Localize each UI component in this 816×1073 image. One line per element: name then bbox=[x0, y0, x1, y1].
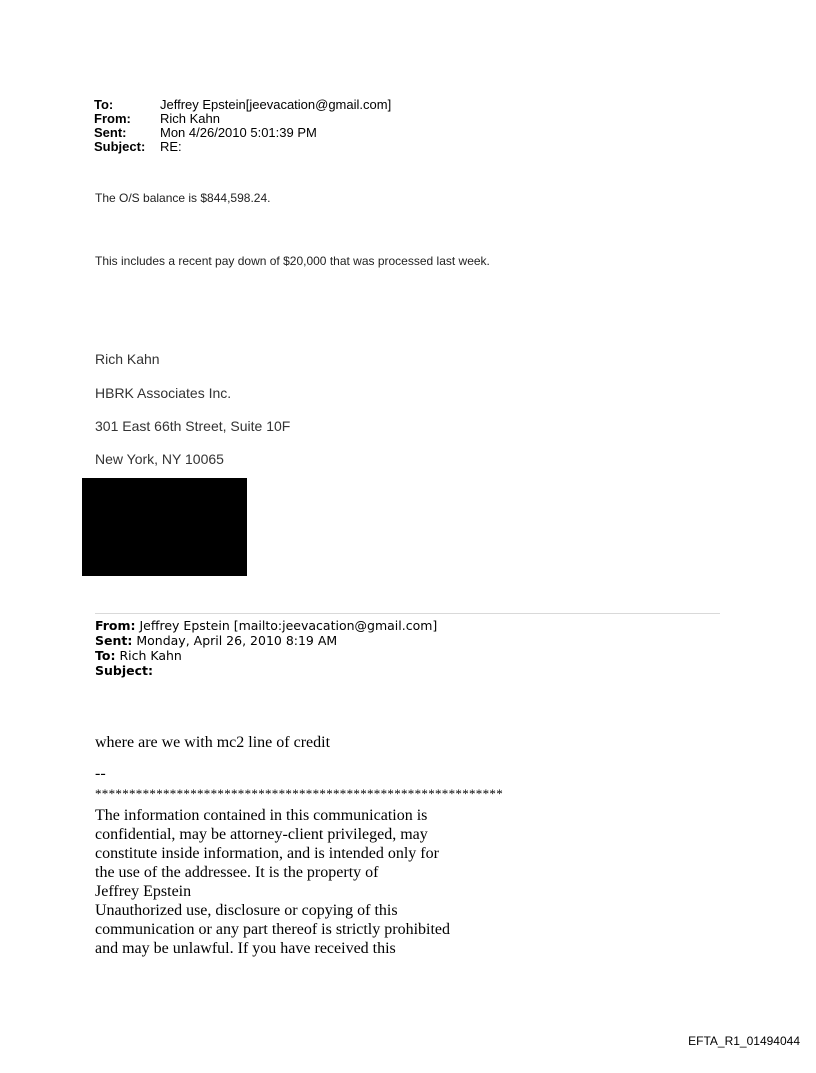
redaction-box bbox=[82, 478, 247, 576]
signature-address-line2: New York, NY 10065 bbox=[95, 451, 224, 467]
disclaimer-line: communication or any part thereof is strictly prohibited bbox=[95, 921, 451, 938]
quoted-message: where are we with mc2 line of credit bbox=[95, 734, 331, 751]
quoted-sent-value: Monday, April 26, 2010 8:19 AM bbox=[136, 633, 338, 648]
quoted-sent-label: Sent: bbox=[95, 633, 133, 648]
disclaimer-block bbox=[95, 806, 450, 958]
quoted-header bbox=[95, 618, 595, 678]
signature-address-line1: 301 East 66th Street, Suite 10F bbox=[95, 418, 291, 434]
header-subject-row bbox=[94, 140, 594, 154]
quoted-from-label: From: bbox=[95, 618, 136, 633]
signature-name: Rich Kahn bbox=[95, 351, 160, 367]
header-to-label: To: bbox=[94, 97, 114, 112]
document-id: EFTA_R1_01494044 bbox=[688, 1034, 800, 1048]
header-from-value: Rich Kahn bbox=[160, 111, 220, 126]
header-sent-value: Mon 4/26/2010 5:01:39 PM bbox=[160, 125, 317, 140]
header-sent-label: Sent: bbox=[94, 125, 127, 140]
body-balance-line: The O/S balance is $844,598.24. bbox=[95, 191, 271, 205]
quoted-to-value: Rich Kahn bbox=[119, 648, 182, 663]
disclaimer-line: Jeffrey Epstein bbox=[95, 883, 192, 900]
disclaimer-line: Unauthorized use, disclosure or copying of this bbox=[95, 902, 398, 919]
header-subject-label: Subject: bbox=[94, 139, 146, 154]
header-from-row bbox=[94, 112, 594, 126]
disclaimer-line: constitute inside information, and is intended only for bbox=[95, 845, 439, 862]
quoted-divider bbox=[95, 613, 720, 614]
quoted-sent-row bbox=[95, 633, 595, 648]
header-from-label: From: bbox=[94, 111, 131, 126]
quoted-to-label: To: bbox=[95, 648, 116, 663]
quoted-subject-row bbox=[95, 663, 595, 678]
disclaimer-line: and may be unlawful. If you have received this bbox=[95, 940, 396, 957]
quoted-subject-label: Subject: bbox=[95, 663, 153, 678]
quoted-from-row bbox=[95, 618, 595, 633]
body-paydown-line: This includes a recent pay down of $20,000 that was processed last week. bbox=[95, 254, 490, 268]
quoted-from-value: Jeffrey Epstein [mailto:jeevacation@gmail.com] bbox=[139, 618, 438, 633]
stars-separator: ************************************************************ bbox=[95, 786, 503, 801]
header-subject-value: RE: bbox=[160, 139, 182, 154]
disclaimer-line: The information contained in this communication is bbox=[95, 807, 428, 824]
disclaimer-line: confidential, may be attorney-client privileged, may bbox=[95, 826, 428, 843]
header-sent-row bbox=[94, 126, 594, 140]
header-to-value: Jeffrey Epstein[jeevacation@gmail.com] bbox=[160, 97, 392, 112]
signature-dashes: -- bbox=[95, 765, 106, 782]
disclaimer-line: the use of the addressee. It is the property of bbox=[95, 864, 379, 881]
email-header bbox=[94, 98, 594, 158]
quoted-to-row bbox=[95, 648, 595, 663]
signature-company: HBRK Associates Inc. bbox=[95, 385, 232, 401]
header-to-row bbox=[94, 98, 594, 112]
